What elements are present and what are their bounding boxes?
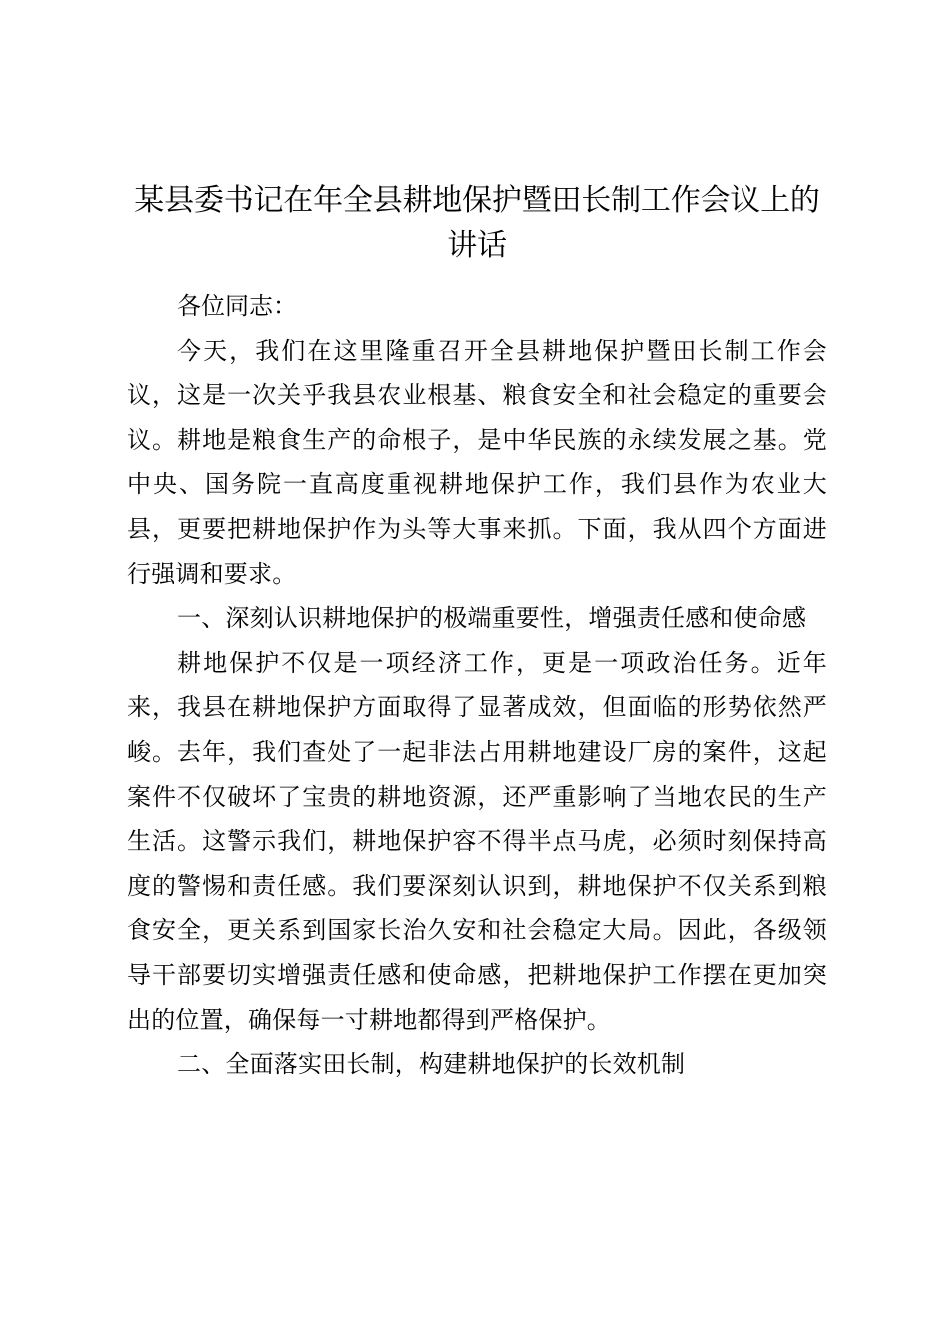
- document-page: [127, 178, 827, 1087]
- section-1-paragraph: 耕地保护不仅是一项经济工作，更是一项政治任务。近年来，我县在耕地保护方面取得了显著成效，但面临的形势依然严峻。去年，我们查处了一起非法占用耕地建设厂房的案件，这起案件不仅破坏了宝贵的耕地资源，还严重影响了当地农民的生产生活。这警示我们，耕地保护容不得半点马虎，必须时刻保持高度的警惕和责任感。我们要深刻认识到，耕地保护不仅关系到粮食安全，更关系到国家长治久安和社会稳定大局。因此，各级领导干部要切实增强责任感和使命感，把耕地保护工作摆在更加突出的位置，确保每一寸耕地都得到严格保护。: [127, 648, 827, 1034]
- section-1-heading: 一、深刻认识耕地保护的极端重要性，增强责任感和使命感: [177, 604, 807, 633]
- salutation: 各位同志：: [177, 292, 297, 320]
- section-2-heading: 二、全面落实田长制，构建耕地保护的长效机制: [177, 1050, 686, 1079]
- intro-paragraph: 今天，我们在这里隆重召开全县耕地保护暨田长制工作会议，这是一次关乎我县农业根基、粮食安全和社会稳定的重要会议。耕地是粮食生产的命根子，是中华民族的永续发展之基。党中央、国务院一直高度重视耕地保护工作，我们县作为农业大县，更要把耕地保护作为头等大事来抓。下面，我从四个方面进行强调和要求。: [127, 336, 827, 588]
- document-title: 某县委书记在年全县耕地保护暨田长制工作会议上的讲话: [134, 183, 820, 263]
